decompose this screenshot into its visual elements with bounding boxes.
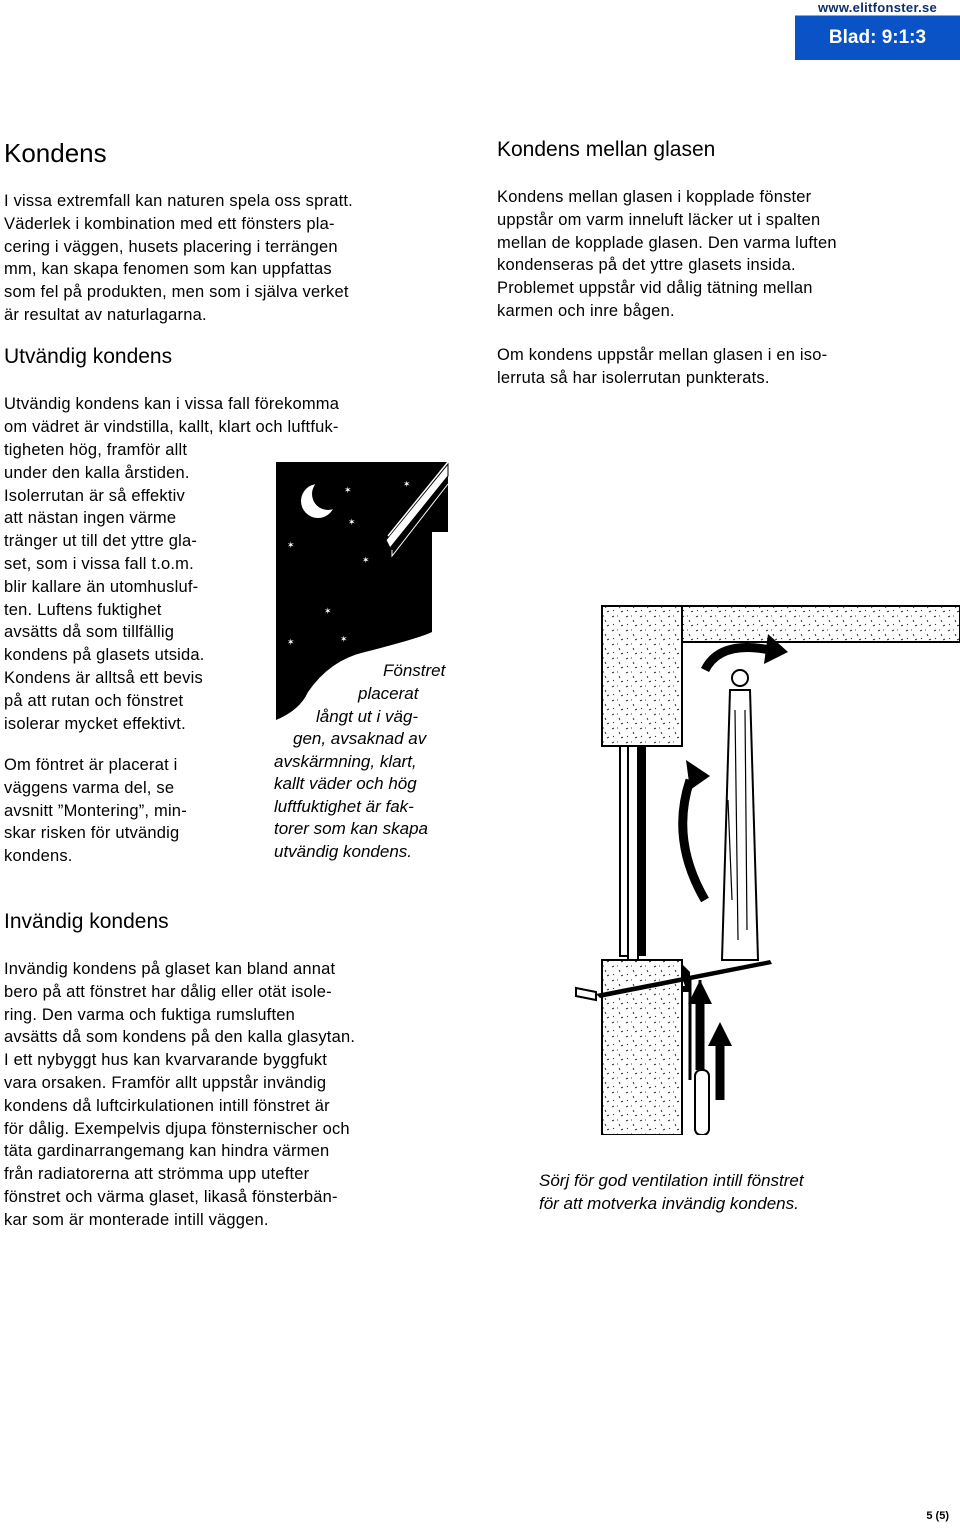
- svg-text:✶: ✶: [324, 607, 332, 617]
- mellan-p1: Kondens mellan glasen i kopplade fönster uppstår om varm inneluft läcker ut i spalten mellan de kopplade glasen. Den varma luften kondenseras på det yttre glasets insida. Problemet uppstår vid dålig tätning mellan karmen och inre bågen.: [497, 188, 837, 320]
- invandig-caption: Sörj för god ventilation intill fönstret för att motverka invändig kondens.: [539, 1171, 804, 1213]
- utvandig-heading: Utvändig kondens: [4, 345, 173, 368]
- invandig-heading: Invändig kondens: [4, 910, 169, 933]
- caption-line: torer som kan skapa: [274, 819, 429, 838]
- utvandig-body: tigheten hög, framför allt under den kalla årstiden. Isolerrutan är så effektiv att nästan ingen värme tränger ut till det yttre gla- set, som i vissa fall t.o.m. blir kallare än utomhusluf- ten. Luftens fuktighet avsätts då som tillfällig kondens på glasets utsida. Kondens är alltså ett bevis på att rutan och fönstret isolerar mycket effektivt.: [4, 441, 205, 733]
- page-number: 5 (5): [926, 1510, 949, 1522]
- svg-text:✶: ✶: [362, 556, 370, 566]
- kondens-intro: I vissa extremfall kan naturen spela oss spratt. Väderlek i kombination med ett fönsters pla- cering i väggen, husets placering i terrängen mm, kan skapa fenomen som kan uppfattas som fel på produkten, men som i själva verket är resultat av naturlagarna.: [4, 192, 353, 324]
- svg-text:✶: ✶: [287, 638, 295, 648]
- svg-text:✶: ✶: [287, 541, 295, 551]
- svg-text:✶: ✶: [348, 518, 356, 528]
- svg-text:✶: ✶: [344, 486, 352, 496]
- caption-line: utvändig kondens.: [274, 842, 412, 861]
- caption-line: placerat: [358, 684, 419, 703]
- svg-text:✶: ✶: [340, 635, 348, 645]
- window-section-diagram: [540, 600, 960, 1135]
- kondens-heading: Kondens: [4, 138, 107, 168]
- svg-text:✶: ✶: [403, 480, 411, 490]
- caption-line: avskärmning, klart,: [274, 752, 417, 771]
- sheet-badge: Blad: 9:1:3: [795, 16, 960, 60]
- utvandig-montering: Om föntret är placerat i väggens varma del, se avsnitt ”Montering”, min- skar risken för utvändig kondens.: [4, 756, 187, 866]
- website-url[interactable]: www.elitfonster.se: [818, 0, 938, 15]
- caption-line: luftfuktighet är fak-: [274, 797, 414, 816]
- caption-line: kallt väder och hög: [274, 774, 417, 793]
- utvandig-lead: Utvändig kondens kan i vissa fall förekomma om vädret är vindstilla, kallt, klart och luftfuk-: [4, 395, 340, 436]
- mellan-p2: Om kondens uppstår mellan glasen i en iso- lerruta så har isolerrutan punkterats.: [497, 346, 828, 387]
- invandig-body: Invändig kondens på glaset kan bland annat bero på att fönstret har dålig eller otät isole- ring. Den varma och fuktiga rumsluften avsätts då som kondens på den kalla glasytan. I ett nybyggt hus kan kvarvarande byggfukt vara orsaken. Framför allt uppstår invändig kondens då luftcirkulationen intill fönstret är för dålig. Exempelvis djupa fönsternischer och täta gardinarrangemang kan hindra värmen från radiatorerna att strömma upp utefter fönstret och värma glaset, likaså fönsterbän- kar som är monterade intill väggen.: [4, 960, 356, 1229]
- mellan-heading: Kondens mellan glasen: [497, 138, 716, 161]
- caption-line: långt ut i väg-: [316, 707, 419, 726]
- caption-line: Fönstret: [383, 661, 446, 680]
- caption-line: gen, avsaknad av: [293, 729, 427, 748]
